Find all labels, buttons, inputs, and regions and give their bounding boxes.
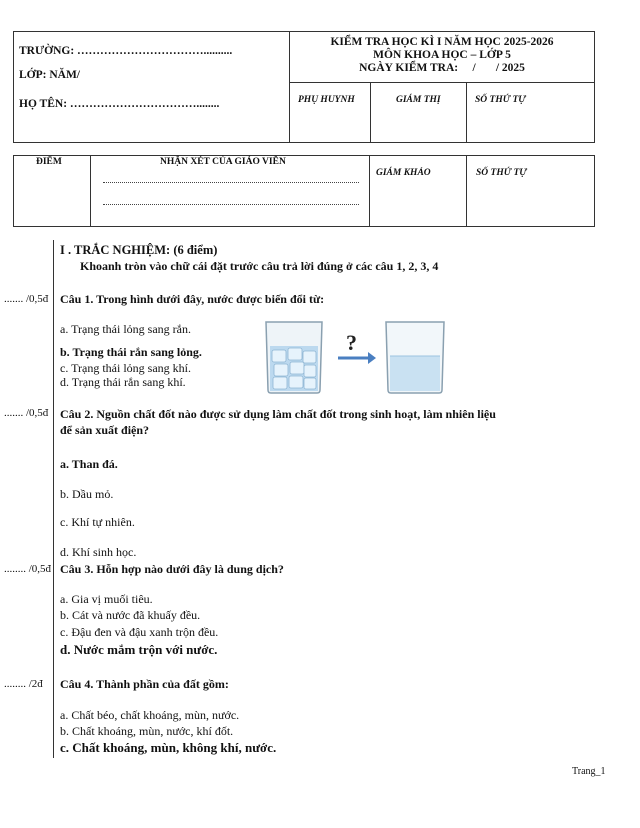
q2-option-a[interactable]: a. Than đá. bbox=[60, 457, 118, 471]
grading-serial-label: SỐ THỨ TỰ bbox=[476, 168, 527, 178]
q1-option-a[interactable]: a. Trạng thái lỏng sang rắn. bbox=[60, 322, 191, 336]
q2-option-d[interactable]: d. Khí sinh học. bbox=[60, 545, 137, 559]
comment-line-1[interactable] bbox=[103, 182, 359, 183]
school-label: TRƯỜNG: …………………………….......... bbox=[19, 45, 233, 57]
header-split bbox=[289, 82, 595, 83]
q4-text: Câu 4. Thành phần của đất gồm: bbox=[60, 677, 229, 691]
score-label: ĐIỂM bbox=[36, 157, 62, 167]
proctor-label: GIÁM THỊ bbox=[396, 95, 441, 105]
q1-text: Câu 1. Trong hình dưới đây, nước được biến đổi từ: bbox=[60, 292, 325, 306]
q4-option-b[interactable]: b. Chất khoáng, mùn, nước, khí đốt. bbox=[60, 724, 234, 738]
q2-text-line2: để sản xuất điện? bbox=[60, 423, 150, 437]
q2-text-line1: Câu 2. Nguồn chất đốt nào được sử dụng làm chất đốt trong sinh hoạt, làm nhiên liệu bbox=[60, 407, 496, 421]
exam-date: NGÀY KIỂM TRA: / / 2025 bbox=[359, 62, 525, 74]
parent-label: PHỤ HUYNH bbox=[298, 95, 355, 105]
q1-option-b[interactable]: b. Trạng thái rắn sang lỏng. bbox=[60, 345, 202, 359]
section-title: I . TRẮC NGHIỆM: (6 điểm) bbox=[60, 243, 218, 257]
q3-option-b[interactable]: b. Cát và nước đã khuấy đều. bbox=[60, 608, 201, 622]
serial-label: SỐ THỨ TỰ bbox=[475, 95, 526, 105]
q3-option-c[interactable]: c. Đậu đen và đậu xanh trộn đều. bbox=[60, 625, 219, 639]
section-instruction: Khoanh tròn vào chữ cái đặt trước câu trả lời đúng ở các câu 1, 2, 3, 4 bbox=[80, 259, 439, 273]
name-label: HỌ TÊN: ……………………………........ bbox=[19, 98, 220, 110]
exam-title: KIỂM TRA HỌC KÌ I NĂM HỌC 2025-2026 bbox=[330, 36, 554, 48]
question-mark: ? bbox=[346, 330, 357, 355]
q1-score[interactable]: ....... /0,5đ bbox=[4, 293, 49, 305]
q2-score[interactable]: ....... /0,5đ bbox=[4, 407, 49, 419]
q3-option-d[interactable]: d. Nước mắm trộn với nước. bbox=[60, 642, 218, 657]
q4-score[interactable]: ........ /2đ bbox=[4, 678, 43, 690]
q3-text: Câu 3. Hỗn hợp nào dưới đây là dung dịch? bbox=[60, 562, 284, 576]
page-number: Trang_1 bbox=[572, 766, 606, 777]
q4-option-a[interactable]: a. Chất béo, chất khoáng, mùn, nước. bbox=[60, 708, 240, 722]
q2-option-b[interactable]: b. Dầu mỏ. bbox=[60, 487, 114, 501]
comment-line-2[interactable] bbox=[103, 204, 359, 205]
subject: MÔN KHOA HỌC – LỚP 5 bbox=[373, 49, 511, 61]
teacher-comment-label: NHẬN XÉT CỦA GIÁO VIÊN bbox=[160, 157, 286, 167]
q1-option-c[interactable]: c. Trạng thái lỏng sang khí. bbox=[60, 361, 191, 375]
class-label: LỚP: NĂM/ bbox=[19, 69, 81, 81]
q2-option-c[interactable]: c. Khí tự nhiên. bbox=[60, 515, 135, 529]
examiner-label: GIÁM KHẢO bbox=[376, 168, 431, 178]
q3-score[interactable]: ........ /0,5đ bbox=[4, 563, 52, 575]
margin-rule bbox=[53, 240, 54, 758]
ice-melting-figure bbox=[262, 318, 452, 394]
q4-option-c[interactable]: c. Chất khoáng, mùn, không khí, nước. bbox=[60, 740, 277, 755]
q3-option-a[interactable]: a. Gia vị muối tiêu. bbox=[60, 592, 153, 606]
q1-option-d[interactable]: d. Trạng thái rắn sang khí. bbox=[60, 375, 186, 389]
grading-box bbox=[13, 155, 595, 227]
